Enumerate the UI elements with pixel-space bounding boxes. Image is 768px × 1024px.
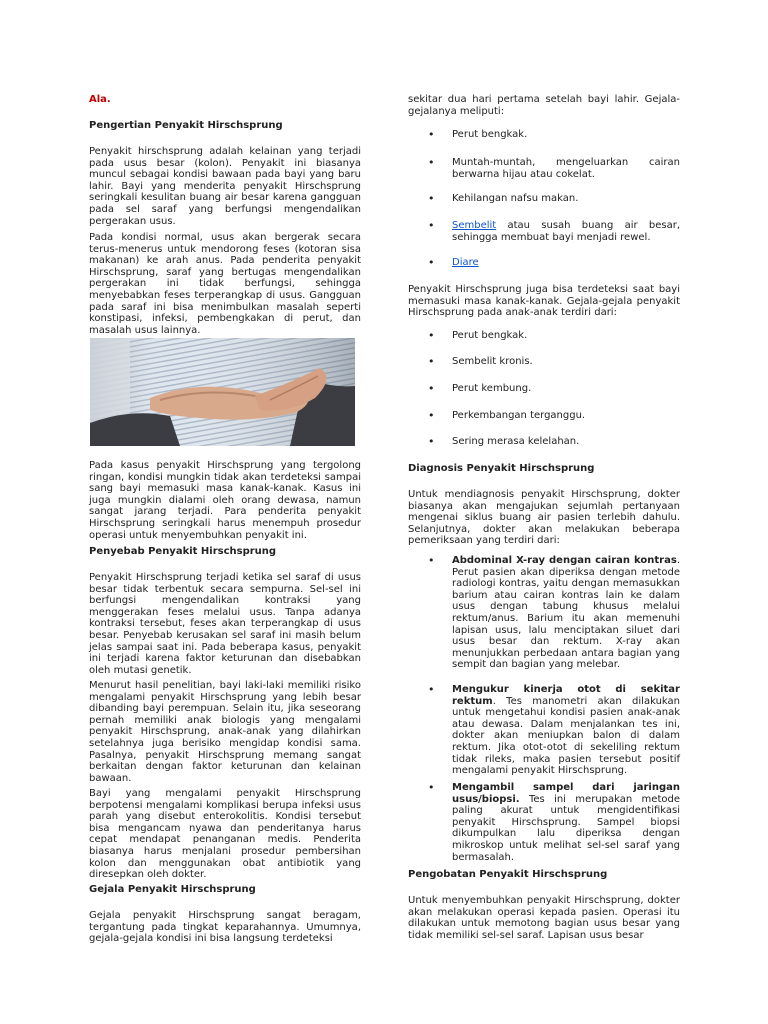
paragraph-diagnosis: Untuk mendiagnosis penyakit Hirschsprung, dokter biasanya akan mengajukan sejumlah pertanyaan mengenai siklus buang air pasien terlebih dahulu. Selanjutnya, dokter akan melakukan beberapa pemeriksaan yang terdiri dari: [408, 489, 680, 547]
heading-gejala: Gejala Penyakit Hirschsprung [89, 884, 256, 895]
paragraph-penyebab-1: Penyakit Hirschsprung terjadi ketika sel saraf di usus besar tidak terbentuk secara sempurna. Sel-sel ini berfungsi mengendalikan kontraksi yang menggerakan feses melalui usus. Tanpa adanya kontraksi tersebut, feses akan terperangkap di usus besar. Penyebab kerusakan sel saraf ini masih belum jelas sampai saat ini. Pada beberapa kasus, penyakit ini terjadi karena faktor keturunan dan disebabkan oleh mutasi genetik. [89, 572, 361, 676]
heading-penyebab: Penyebab Penyakit Hirschsprung [89, 546, 277, 557]
paragraph-pengobatan: Untuk menyembuhkan penyakit Hirschsprung, dokter akan melakukan operasi kepada pasien. Operasi itu dilakukan untuk memotong bagian usus besar yang tidak memiliki sel-sel saraf. Lapisan usus besar [408, 895, 680, 941]
illustration-photo [90, 338, 355, 446]
bullet-icon: • [428, 781, 435, 794]
paragraph-pengertian-3: Pada kasus penyakit Hirschsprung yang tergolong ringan, kondisi mungkin tidak akan terdeteksi sampai sang bayi memasuki masa kanak-kanak. Kasus ini juga mungkin dialami oleh orang dewasa, namun sangat jarang terjadi. Para penderita penyakit Hirschsprung seringkali harus menempuh prosedur operasi untuk menyembuhkan penyakit ini. [89, 460, 361, 541]
heading-diagnosis: Diagnosis Penyakit Hirschsprung [408, 463, 595, 474]
paragraph-gejala-1: Gejala penyakit Hirschsprung sangat beragam, tergantung pada tingkat keparahannya. Umumnya, gejala-gejala kondisi ini bisa langsung terdeteksi [89, 910, 361, 945]
section-label: Ala. [89, 94, 111, 105]
stomach-pain-photo [90, 338, 355, 446]
bullet-icon: • [428, 683, 435, 696]
paragraph-pengertian-2: Pada kondisi normal, usus akan bergerak secara terus-menerus untuk mendorong feses (kotoran sisa makanan) ke arah anus. Pada penderita penyakit Hirschsprung, saraf yang bertugas mengendalikan pergerakan ini tidak berfungsi, sehingga menyebabkan feses terperangkap di usus. Gangguan pada saraf ini bisa menimbulkan masalah seperti konstipasi, infeksi, pembengkakan di perut, dan masalah usus lainnya. [89, 232, 361, 336]
bullet-icon: • [428, 192, 435, 205]
bullet-icon: • [428, 156, 435, 169]
bullet-icon: • [428, 355, 435, 368]
heading-pengobatan: Pengobatan Penyakit Hirschsprung [408, 869, 608, 880]
heading-pengertian: Pengertian Penyakit Hirschsprung [89, 120, 283, 131]
sembelit-link[interactable]: Sembelit [452, 220, 497, 231]
bullet-icon: • [428, 554, 435, 567]
paragraph-gejala-anak: Penyakit Hirschsprung juga bisa terdeteksi saat bayi memasuki masa kanak-kanak. Gejala-gejala penyakit Hirschsprung pada anak-anak terdiri dari: [408, 284, 680, 319]
document-page: Ala. Pengertian Penyakit Hirschsprung Penyakit hirschsprung adalah kelainan yang terjadi pada usus besar (kolon). Penyakit ini biasanya muncul sebagai kondisi bawaan pada bayi yang baru lahir. Bayi yang menderita penyakit Hirschsprung seringkali kesulitan buang air besar karena gangguan pada sel saraf yang berfungsi mengendalikan pergerakan usus. Pada kondisi normal, usus akan bergerak secara terus-menerus untuk mendorong feses (kotoran sisa makanan) ke arah anus. Pada penderita penyakit Hirschsprung, saraf yang bertugas mengendalikan pergerakan ini tidak berfungsi, sehingga menyebabkan feses terperangkap di usus. Gangguan pada saraf ini bisa menimbulkan masalah seperti konstipasi, infeksi, pembengkakan di perut, dan masalah usus lainnya. Pada kasus penyakit Hirschsprung yang tergolong ringan, kondisi mungkin tidak akan terdeteksi sampai sang bayi memasuki masa kanak-kanak. Kasus ini juga mungkin dialami oleh orang dewasa, namun sangat jarang terjadi. Para penderita penyakit Hirschsprung seringkali harus menempuh prosedur operasi untuk menyembuhkan penyakit ini. Penyebab Penyakit Hirschsprung Penyakit Hirschsprung terjadi ketika sel saraf di usus besar tidak terbentuk secara sempurna. Sel-sel ini berfungsi mengendalikan kontraksi yang menggerakan feses melalui usus. Tanpa adanya kontraksi tersebut, feses akan terperangkap di usus besar. Penyebab kerusakan sel saraf ini masih belum jelas sampai saat ini. Pada beberapa kasus, penyakit ini terjadi karena faktor keturunan dan disebabkan oleh mutasi genetik. Menurut hasil penelitian, bayi laki-laki memiliki risiko mengalami penyakit Hirschsprung yang lebih besar dibanding bayi perempuan. Selain itu, jika seseorang pernah memiliki anak biologis yang mengalami penyakit Hirschsprung, anak-anak yang dilahirkan setelahnya juga berisiko mengidap kondisi sama. Pasalnya, penyakit Hirschsprung memang sangat berkaitan dengan faktor keturunan dan kelainan bawaan. Bayi yang mengalami penyakit Hirschsprung berpotensi mengalami komplikasi berupa infeksi usus parah yang disebut enterokolitis. Kondisi tersebut bisa mengancam nyawa dan penderitanya harus cepat mendapat penanganan medis. Penderita biasanya harus menjalani prosedur pembersihan kolon dan menggunakan obat antibiotik yang diresepkan oleh dokter. Gejala Penyakit Hirschsprung Gejala penyakit Hirschsprung sangat beragam, tergantung pada tingkat keparahannya. Umumnya, gejala-gejala kondisi ini bisa langsung terdeteksi sekitar dua hari pertama setelah bayi lahir. Gejala-gejalanya meliputi: • Perut bengkak. • Muntah-muntah, mengeluarkan cairan berwarna hijau atau cokelat. • Kehilangan nafsu makan. • Sembelit atau susah buang air besar, sehingga membuat bayi menjadi rewel. • Diare Penyakit Hirschsprung juga bisa terdeteksi saat bayi memasuki masa kanak-kanak. Gejala-gejala penyakit Hirschsprung pada anak-anak terdiri dari: • Perut bengkak. • Sembelit kronis. • Perut kembung. • Perkembangan terganggu. • Sering merasa kelelahan. Diagnosis Penyakit Hirschsprung Untuk mendiagnosis penyakit Hirschsprung, dokter biasanya akan mengajukan sejumlah pertanyaan mengenai siklus buang air pasien terlebih dahulu. Selanjutnya, dokter akan melakukan beberapa pemeriksaan yang terdiri dari: • Abdominal X-ray dengan cairan kontras. Perut pasien akan diperiksa dengan metode radiologi kontras, yaitu dengan memasukkan barium atau cairan kontras lain ke dalam usus dengan tabung khusus melalui rektum/anus. Barium itu akan memenuhi lapisan usus, lalu menciptakan siluet dari usus besar dan rektum. X-ray akan menunjukkan perbedaan antara bagian yang sempit dan bagian yang melebar. • Mengukur kinerja otot di sekitar rektum. Tes manometri akan dilakukan untuk mengetahui kondisi pasien anak-anak atau dewasa. Dalam menjalankan tes ini, dokter akan meniupkan balon di dalam rektum. Jika otot-otot di sekeliling rektum tidak rileks, maka pasien tersebut positif mengalami penyakit Hirschsprung. • Mengambil sampel dari jaringan usus/biopsi. Tes ini merupakan metode paling akurat untuk mengidentifikasi penyakit Hirschsprung. Sampel biopsi dikumpulkan lalu diperiksa dengan mikroskop untuk melihat sel-sel saraf yang bermasalah. Pengobatan Penyakit Hirschsprung Untuk menyembuhkan penyakit Hirschsprung, dokter akan melakukan operasi kepada pasien. Operasi itu dilakukan untuk memotong bagian usus besar yang tidak memiliki sel-sel saraf. Lapisan usus besar [89, 94, 680, 945]
paragraph-gejala-2: sekitar dua hari pertama setelah bayi lahir. Gejala-gejalanya meliputi: [408, 94, 680, 117]
bullet-icon: • [428, 329, 435, 342]
paragraph-penyebab-3: Bayi yang mengalami penyakit Hirschsprung berpotensi mengalami komplikasi berupa infeksi usus parah yang disebut enterokolitis. Kondisi tersebut bisa mengancam nyawa dan penderitanya harus cepat mendapat penanganan medis. Penderita biasanya harus menjalani prosedur pembersihan kolon dan menggunakan obat antibiotik yang diresepkan oleh dokter. [89, 788, 361, 881]
bullet-icon: • [428, 128, 435, 141]
bullet-icon: • [428, 219, 435, 232]
bullet-icon: • [428, 435, 435, 448]
bullet-icon: • [428, 382, 435, 395]
diare-link[interactable]: Diare [452, 257, 479, 268]
bullet-icon: • [428, 409, 435, 422]
paragraph-pengertian-1: Penyakit hirschsprung adalah kelainan yang terjadi pada usus besar (kolon). Penyakit ini biasanya muncul sebagai kondisi bawaan pada bayi yang baru lahir. Bayi yang menderita penyakit Hirschsprung seringkali kesulitan buang air besar karena gangguan pada sel saraf yang berfungsi mengendalikan pergerakan usus. [89, 146, 361, 227]
paragraph-penyebab-2: Menurut hasil penelitian, bayi laki-laki memiliki risiko mengalami penyakit Hirschsprung yang lebih besar dibanding bayi perempuan. Selain itu, jika seseorang pernah memiliki anak biologis yang mengalami penyakit Hirschsprung, anak-anak yang dilahirkan setelahnya juga berisiko mengidap kondisi sama. Pasalnya, penyakit Hirschsprung memang sangat berkaitan dengan faktor keturunan dan kelainan bawaan. [89, 680, 361, 784]
bullet-icon: • [428, 256, 435, 269]
